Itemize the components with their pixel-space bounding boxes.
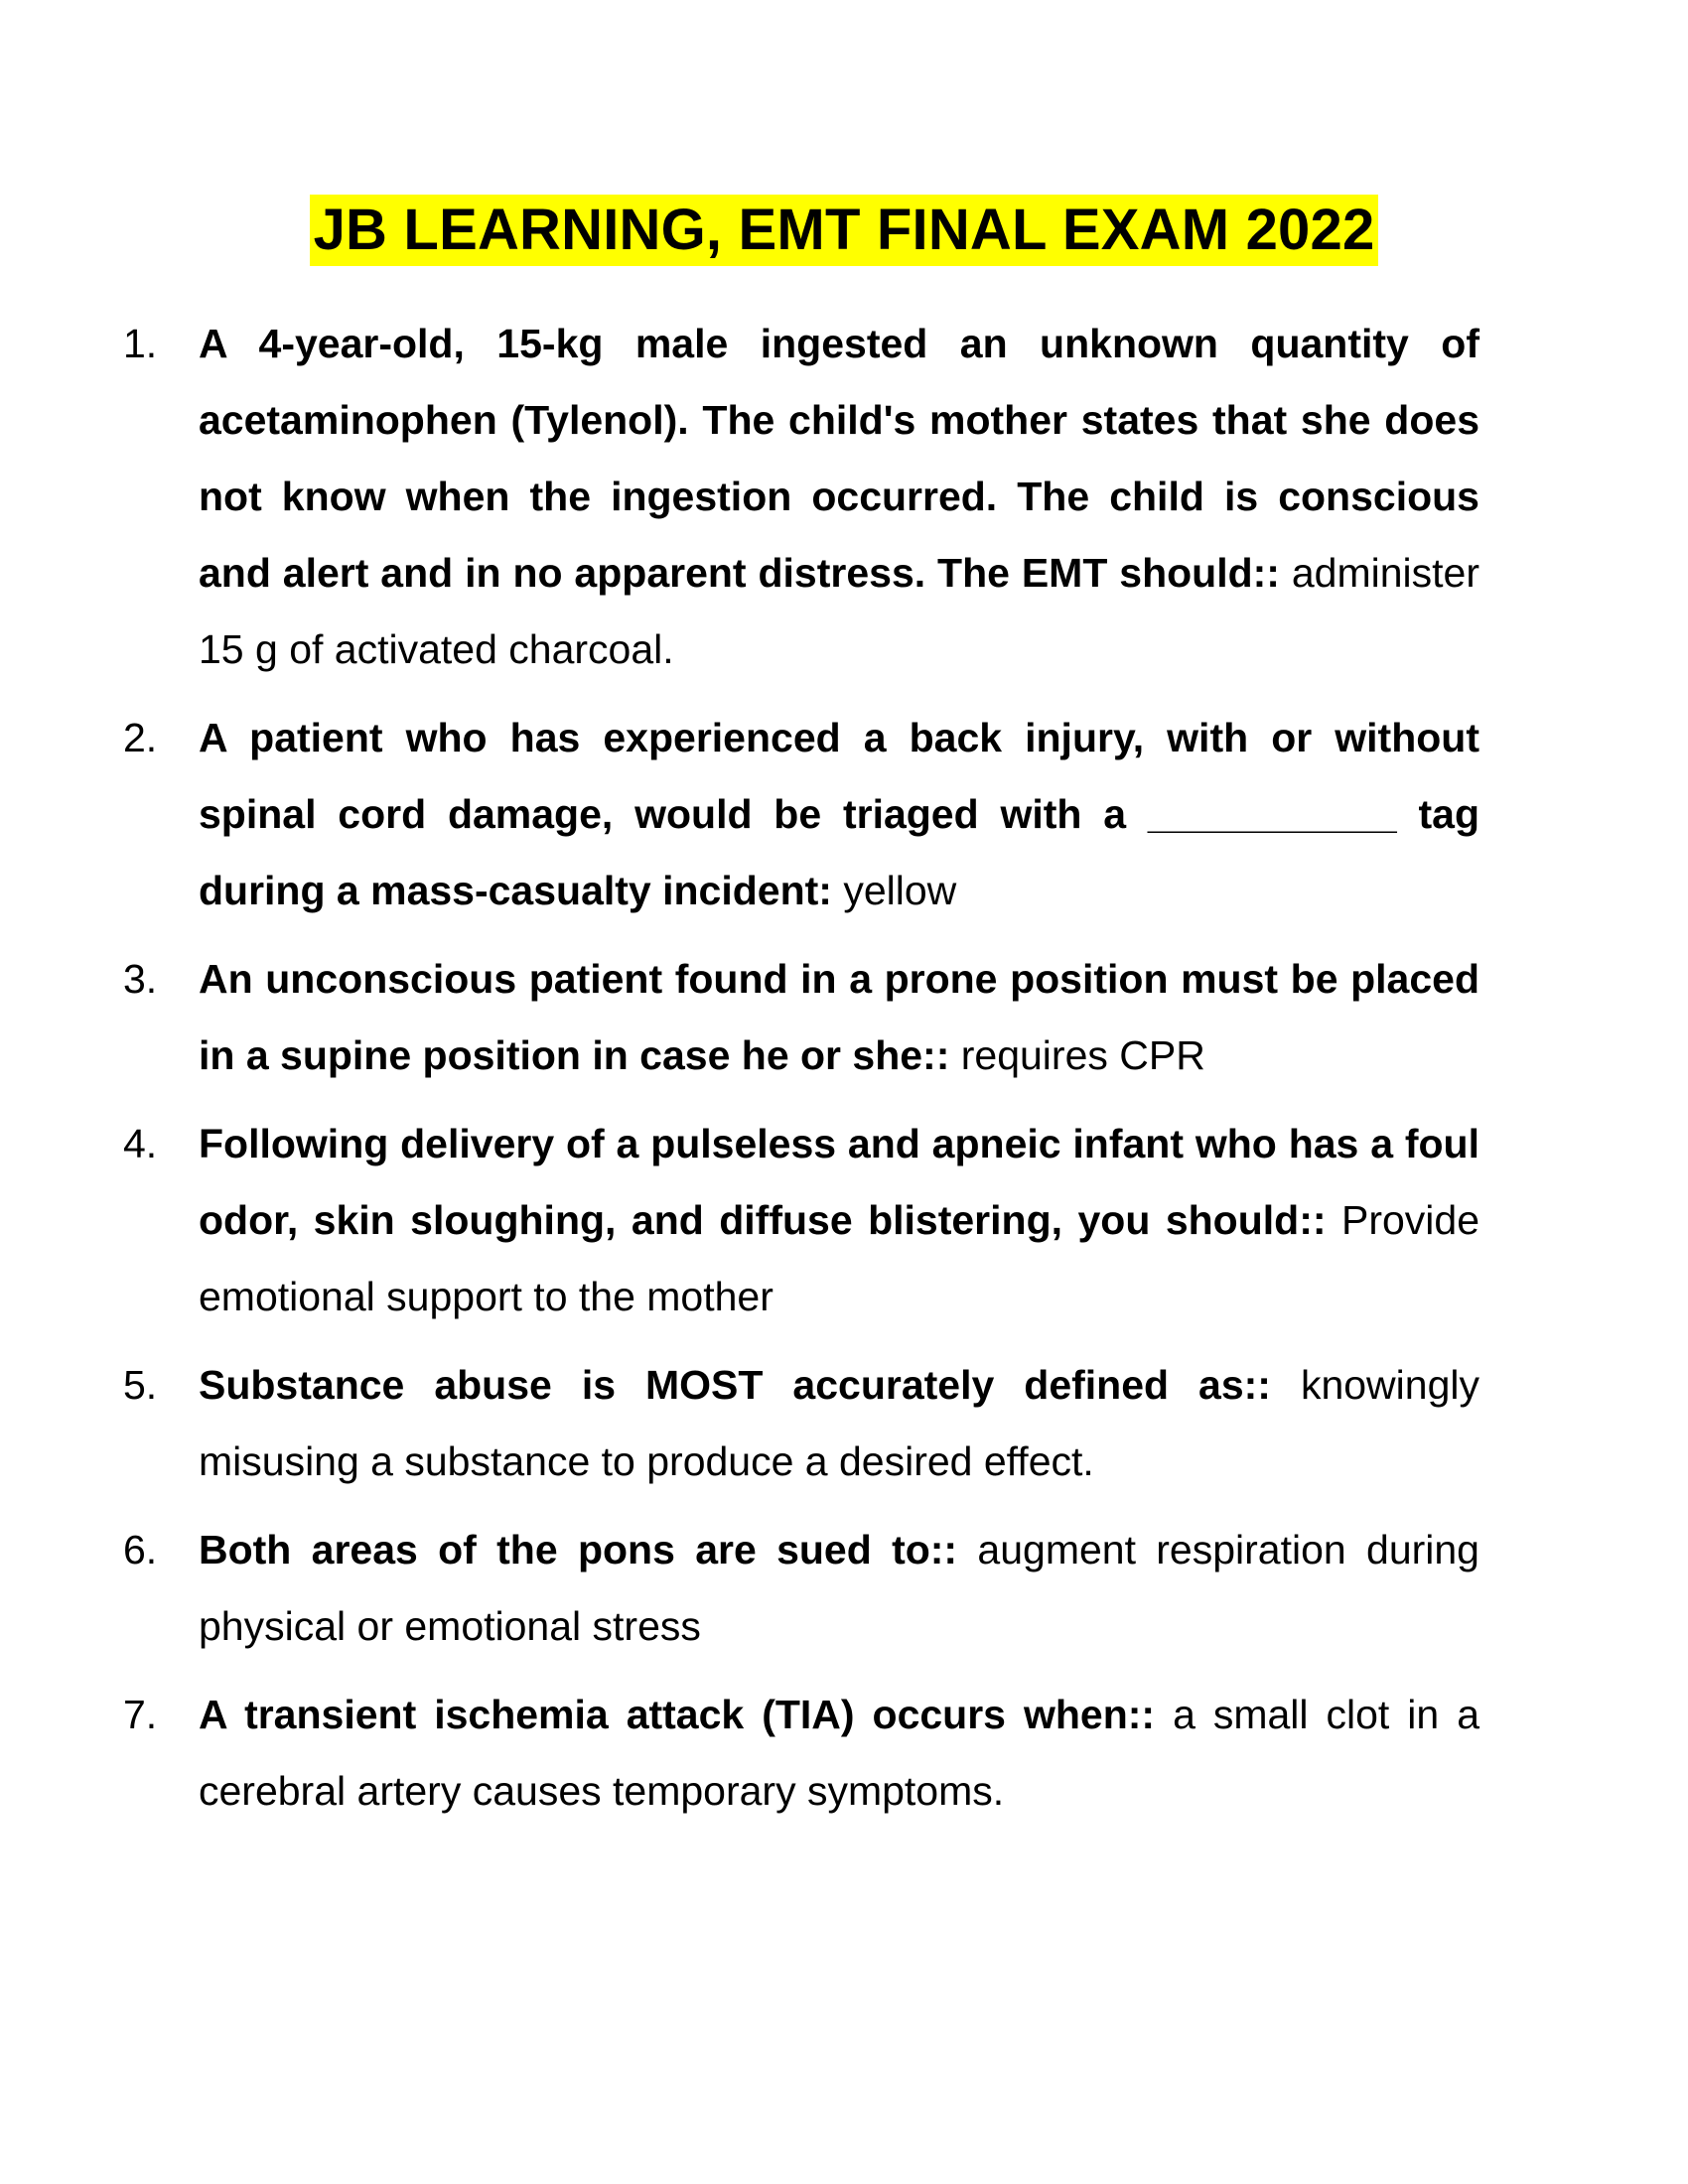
question-item bbox=[123, 1677, 1479, 1830]
question-answer: augment respiration during physical or emotional stress bbox=[199, 1527, 1479, 1649]
question-answer: yellow bbox=[843, 868, 957, 913]
question-number: 3. bbox=[123, 956, 158, 1002]
question-answer: a small clot in a cerebral artery causes temporary symptoms. bbox=[199, 1692, 1480, 1814]
question-item bbox=[123, 941, 1479, 1094]
question-text: A transient ischemia attack (TIA) occurs when:: bbox=[199, 1692, 1174, 1737]
question-number: 6. bbox=[123, 1527, 158, 1572]
question-answer: administer 15 g of activated charcoal. bbox=[199, 550, 1479, 672]
question-text: Substance abuse is MOST accurately defined as:: bbox=[199, 1362, 1301, 1408]
question-text: A 4-year-old, 15-kg male ingested an unknown quantity of acetaminophen (Tylenol). The child's mother states that she does not know when the ingestion occurred. The child is conscious and alert and in no apparent distress. The EMT should:: bbox=[199, 321, 1479, 596]
question-text: Following delivery of a pulseless and apneic infant who has a foul odor, skin sloughing, and diffuse blistering, you should:: bbox=[199, 1121, 1479, 1243]
question-item bbox=[123, 306, 1479, 688]
question-item bbox=[123, 1512, 1479, 1665]
question-number: 1. bbox=[123, 321, 158, 366]
title-container bbox=[0, 195, 1688, 266]
question-text: Both areas of the pons are sued to:: bbox=[199, 1527, 978, 1572]
question-number: 4. bbox=[123, 1121, 158, 1166]
question-answer: requires CPR bbox=[960, 1032, 1205, 1078]
question-answer: Provide emotional support to the mother bbox=[199, 1197, 1479, 1319]
question-text: An unconscious patient found in a prone position must be placed in a supine position in case he or she:: bbox=[199, 956, 1479, 1078]
question-number: 5. bbox=[123, 1362, 158, 1408]
question-answer: knowingly misusing a substance to produce a desired effect. bbox=[199, 1362, 1479, 1484]
page-title: JB LEARNING, EMT FINAL EXAM 2022 bbox=[310, 195, 1379, 266]
question-number: 7. bbox=[123, 1692, 158, 1737]
question-number: 2. bbox=[123, 715, 158, 760]
question-item bbox=[123, 700, 1479, 929]
question-list bbox=[123, 306, 1479, 1842]
question-text: A patient who has experienced a back injury, with or without spinal cord damage, would be triaged with a ___________ tag during a mass-casualty incident: bbox=[199, 715, 1479, 913]
question-item bbox=[123, 1347, 1479, 1500]
question-item bbox=[123, 1106, 1479, 1335]
